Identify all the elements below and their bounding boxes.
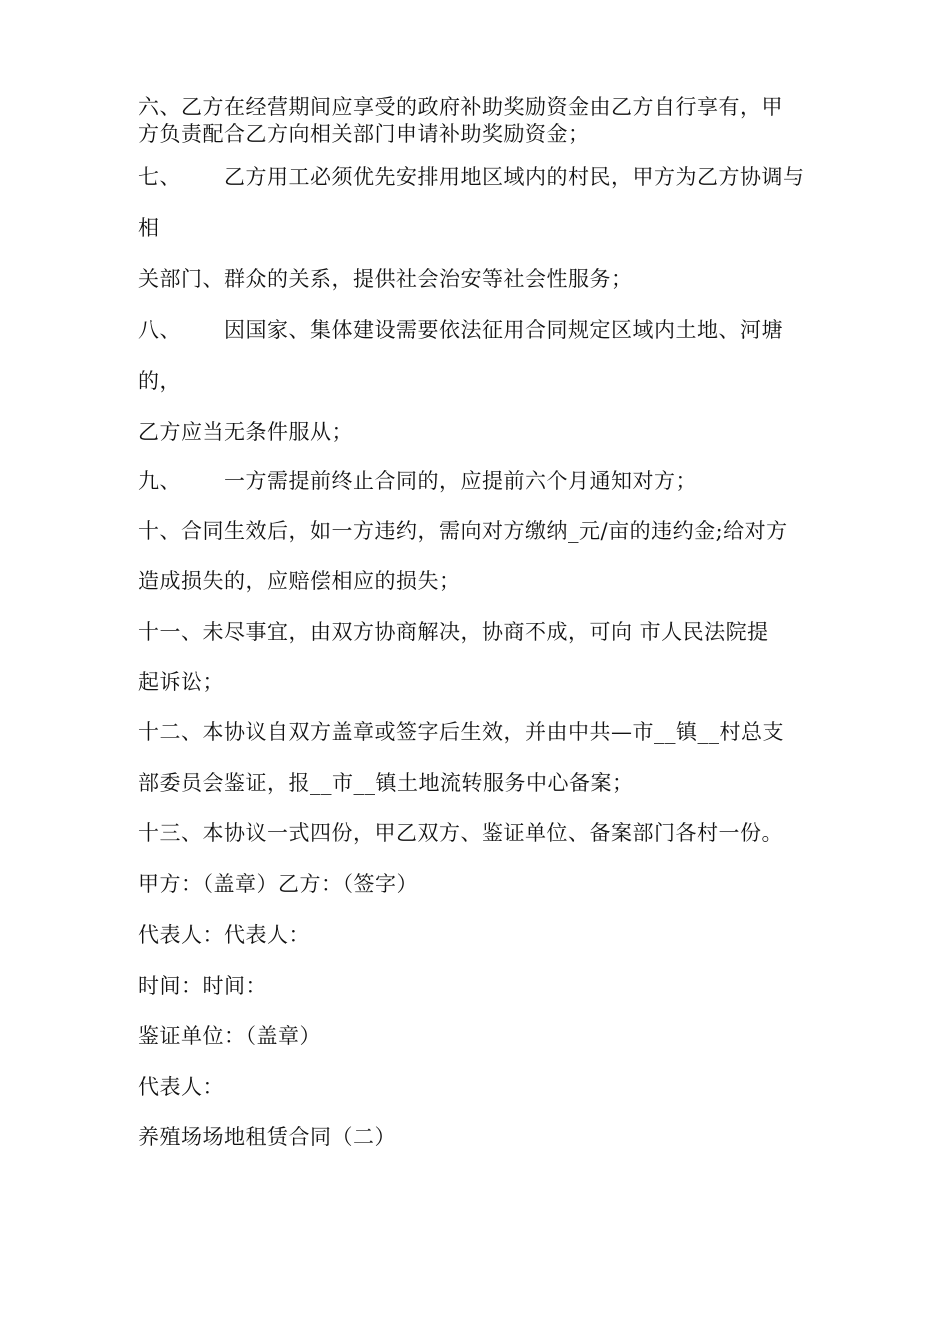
signature-party-line: 甲方：（盖章）乙方：（签字） [138, 872, 418, 896]
clause-9-line-1: 九、 一方需提前终止合同的，应提前六个月通知对方； [138, 469, 698, 493]
clause-7-line-3: 关部门、群众的关系，提供社会治安等社会性服务； [138, 267, 633, 291]
clause-8-line-2: 的， [138, 369, 181, 393]
clause-12-line-1: 十二、本协议自双方盖章或签字后生效，并由中共—市__镇__村总支 [138, 720, 784, 744]
clause-10-line-1: 十、合同生效后，如一方违约，需向对方缴纳_元/亩的违约金;给对方 [138, 519, 788, 543]
clause-7-line-1: 七、 乙方用工必须优先安排用地区域内的村民，甲方为乙方协调与 [138, 165, 805, 189]
clause-6-line-1: 六、乙方在经营期间应享受的政府补助奖励资金由乙方自行享有，甲 [138, 95, 783, 119]
section-heading: 养殖场场地租赁合同（二） [138, 1125, 396, 1149]
clause-11-line-2: 起诉讼； [138, 670, 224, 694]
time-line: 时间：时间： [138, 974, 267, 998]
clause-11-line-1: 十一、未尽事宜，由双方协商解决，协商不成，可向 市人民法院提 [138, 620, 769, 644]
verification-representative-line: 代表人： [138, 1075, 224, 1099]
clause-7-line-2: 相 [138, 216, 160, 240]
clause-12-line-2: 部委员会鉴证，报__市__镇土地流转服务中心备案； [138, 771, 634, 795]
clause-10-line-2: 造成损失的，应赔偿相应的损失； [138, 569, 461, 593]
clause-8-line-1: 八、 因国家、集体建设需要依法征用合同规定区域内土地、河塘 [138, 318, 784, 342]
clause-6-line-2: 方负责配合乙方向相关部门申请补助奖励资金； [138, 122, 590, 146]
verification-unit-line: 鉴证单位：（盖章） [138, 1024, 321, 1048]
representative-line: 代表人：代表人： [138, 923, 310, 947]
clause-13-line-1: 十三、本协议一式四份，甲乙双方、鉴证单位、备案部门各村一份。 [138, 821, 783, 845]
clause-8-line-3: 乙方应当无条件服从； [138, 420, 353, 444]
